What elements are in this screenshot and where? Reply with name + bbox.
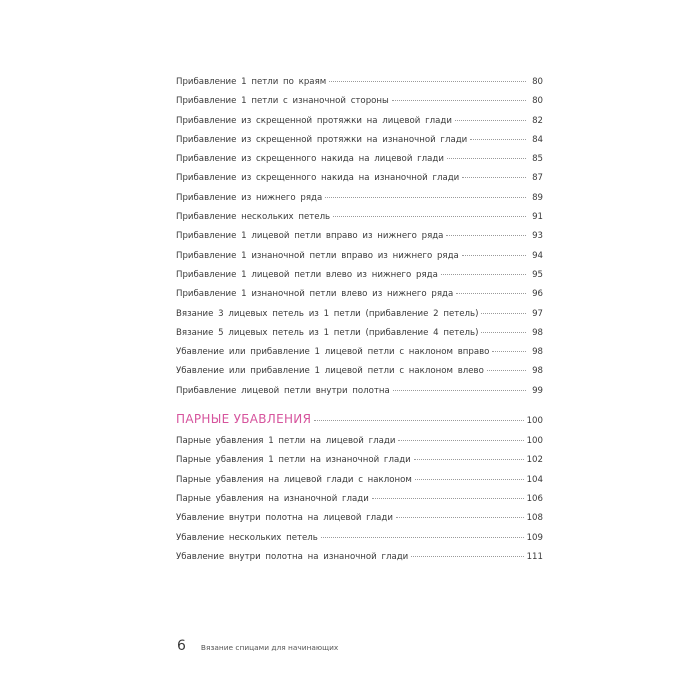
toc-entry-title: Прибавление из нижнего ряда [176, 192, 323, 203]
toc-entry-page-number: 97 [532, 308, 543, 319]
toc-entry [176, 189, 543, 208]
table-of-contents [176, 73, 543, 567]
toc-entry-page-number: 95 [532, 269, 543, 280]
toc-entry-page-number: 82 [532, 115, 543, 126]
toc-entry [176, 285, 543, 304]
toc-entry-page-number: 106 [526, 493, 543, 504]
toc-entry-title: Прибавление из скрещенного накида на лицевой глади [176, 154, 444, 165]
toc-entry [176, 529, 543, 548]
toc-entry-title: Парные убавления на лицевой глади с наклоном [176, 474, 412, 485]
dot-leader [411, 556, 523, 557]
toc-entry [176, 432, 543, 451]
toc-entry-title: Убавление нескольких петель [176, 532, 318, 543]
toc-entry-page-number: 91 [532, 212, 543, 223]
dot-leader [314, 420, 523, 421]
dot-leader [481, 332, 526, 333]
toc-entry [176, 382, 543, 401]
toc-entry-title: Убавление внутри полотна на лицевой глади [176, 513, 393, 524]
dot-leader [446, 235, 526, 236]
toc-entry [176, 343, 543, 362]
toc-entry [176, 247, 543, 266]
toc-entry [176, 112, 543, 131]
toc-entry-page-number: 104 [526, 474, 543, 485]
toc-entry-title: Вязание 5 лицевых петель из 1 петли (прибавление 4 петель) [176, 327, 479, 338]
footer-book-title: Вязание спицами для начинающих [200, 643, 339, 652]
toc-entry [176, 92, 543, 111]
footer-page-number: 6 [177, 638, 186, 654]
toc-entry-page-number: 102 [526, 455, 543, 466]
toc-entry-page-number: 111 [526, 551, 543, 562]
dot-leader [481, 313, 526, 314]
section-page-number: 100 [526, 416, 543, 427]
toc-section-heading [176, 406, 543, 432]
dot-leader [396, 517, 524, 518]
dot-leader [393, 390, 526, 391]
toc-entry-title: Убавление или прибавление 1 лицевой петли с наклоном влево [176, 366, 484, 377]
toc-entry [176, 169, 543, 188]
toc-entry [176, 509, 543, 528]
toc-entry-title: Прибавление из скрещенного накида на изнаночной глади [176, 173, 460, 184]
toc-entry [176, 362, 543, 381]
dot-leader [333, 216, 526, 217]
toc-entry-page-number: 89 [532, 192, 543, 203]
toc-entry [176, 150, 543, 169]
toc-entry [176, 451, 543, 470]
toc-entry-title: Прибавление нескольких петель [176, 212, 331, 223]
dot-leader [398, 440, 523, 441]
toc-entry-title: Прибавление лицевой петли внутри полотна [176, 385, 390, 396]
dot-leader [487, 370, 526, 371]
toc-entry-title: Прибавление 1 лицевой петли вправо из нижнего ряда [176, 231, 444, 242]
toc-entry [176, 131, 543, 150]
toc-entry-page-number: 96 [532, 289, 543, 300]
dot-leader [470, 139, 526, 140]
toc-entry [176, 305, 543, 324]
dot-leader [414, 459, 524, 460]
toc-entry-title: Прибавление 1 изнаночной петли вправо из нижнего ряда [176, 250, 459, 261]
dot-leader [392, 100, 526, 101]
page-footer [177, 638, 338, 654]
dot-leader [462, 255, 526, 256]
toc-entry-title: Убавление внутри полотна на изнаночной глади [176, 551, 409, 562]
dot-leader [372, 498, 524, 499]
toc-entry [176, 471, 543, 490]
dot-leader [462, 177, 526, 178]
toc-entry [176, 324, 543, 343]
toc-entry [176, 490, 543, 509]
toc-entry-title: Убавление или прибавление 1 лицевой петли с наклоном вправо [176, 347, 490, 358]
toc-entry-page-number: 87 [532, 173, 543, 184]
toc-entry [176, 266, 543, 285]
toc-entry-title: Прибавление 1 лицевой петли влево из нижнего ряда [176, 269, 438, 280]
toc-entry-title: Парные убавления 1 петли на лицевой глади [176, 436, 396, 447]
toc-entry-page-number: 98 [532, 347, 543, 358]
toc-entry-page-number: 100 [526, 436, 543, 447]
toc-entry-page-number: 80 [532, 96, 543, 107]
toc-entry-title: Прибавление из скрещенной протяжки на лицевой глади [176, 115, 452, 126]
toc-entry-page-number: 85 [532, 154, 543, 165]
dot-leader [321, 537, 524, 538]
toc-entry [176, 548, 543, 567]
toc-entry-page-number: 84 [532, 134, 543, 145]
toc-entry-page-number: 99 [532, 385, 543, 396]
toc-entry-page-number: 98 [532, 366, 543, 377]
toc-entry-page-number: 98 [532, 327, 543, 338]
toc-entry-page-number: 80 [532, 77, 543, 87]
section-title: ПАРНЫЕ УБАВЛЕНИЯ [176, 412, 312, 427]
toc-entry-title: Парные убавления 1 петли на изнаночной глади [176, 455, 411, 466]
toc-entry-page-number: 108 [526, 513, 543, 524]
dot-leader [456, 293, 526, 294]
dot-leader [492, 351, 526, 352]
dot-leader [329, 81, 526, 82]
toc-entry [176, 73, 543, 92]
toc-entries-bottom [176, 432, 543, 567]
toc-entry-page-number: 94 [532, 250, 543, 261]
toc-entry-title: Прибавление 1 петли с изнаночной стороны [176, 96, 389, 107]
toc-entry-page-number: 93 [532, 231, 543, 242]
toc-entry-title: Прибавление 1 изнаночной петли влево из нижнего ряда [176, 289, 454, 300]
dot-leader [415, 479, 524, 480]
dot-leader [325, 197, 526, 198]
toc-entry-page-number: 109 [526, 532, 543, 543]
dot-leader [455, 120, 526, 121]
toc-entries-top [176, 73, 543, 401]
dot-leader [441, 274, 526, 275]
toc-entry [176, 208, 543, 227]
toc-entry-title: Прибавление 1 петли по краям [176, 77, 327, 87]
toc-entry [176, 227, 543, 246]
toc-entry-title: Парные убавления на изнаночной глади [176, 493, 369, 504]
toc-entry-title: Вязание 3 лицевых петель из 1 петли (прибавление 2 петель) [176, 308, 479, 319]
dot-leader [447, 158, 526, 159]
toc-entry-title: Прибавление из скрещенной протяжки на изнаночной глади [176, 134, 468, 145]
